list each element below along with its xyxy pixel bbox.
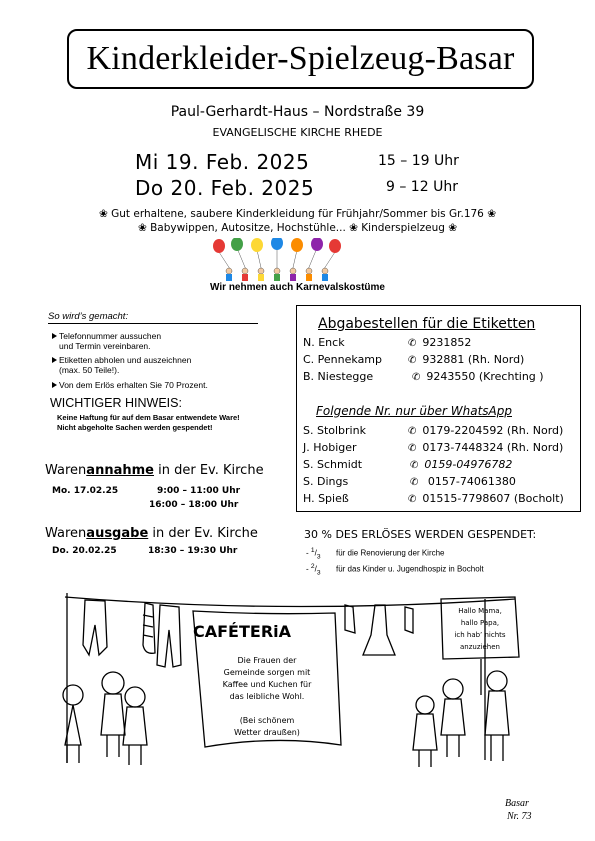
contacts-heading: Abgabestellen für die Etiketten bbox=[318, 316, 536, 332]
time-1: 15 – 19 Uhr bbox=[378, 153, 459, 169]
contact-name-1: N. Enck bbox=[303, 336, 345, 349]
donation-fraction-1-den: 3 bbox=[316, 553, 321, 561]
warning-heading: WICHTIGER HINWEIS: bbox=[50, 396, 182, 410]
contact-name-3: B. Niestegge bbox=[303, 370, 374, 383]
cafe-note-1: (Bei schönem bbox=[239, 716, 295, 725]
contact-phone-1 bbox=[408, 336, 471, 349]
whatsapp-phone-4-number: 0157-74061380 bbox=[424, 475, 516, 488]
costume-note: Wir nehmen auch Karnevalskostüme bbox=[210, 282, 385, 293]
howto-step-1 bbox=[52, 331, 161, 351]
whatsapp-heading: Folgende Nr. nur über WhatsApp bbox=[316, 404, 512, 418]
howto-step-2-line-2: (max. 50 Teile!). bbox=[59, 365, 120, 375]
intake-heading-emphasis: annahme bbox=[86, 463, 154, 478]
whatsapp-phone-5 bbox=[408, 492, 564, 505]
phone-icon: ✆ bbox=[408, 426, 417, 437]
intake-heading bbox=[45, 463, 264, 478]
bullet-triangle-icon bbox=[52, 357, 57, 363]
offer-line-1: ❀ Gut erhaltene, saubere Kinderkleidung für Frühjahr/Sommer bis Gr.176 ❀ bbox=[99, 208, 496, 220]
intake-heading-prefix: Waren bbox=[45, 463, 87, 478]
footer-line-1: Basar bbox=[505, 798, 529, 809]
donation-item-2-text: für das Kinder u. Jugendhospiz in Bocholt bbox=[336, 564, 484, 574]
contact-phone-1-number: 9231852 bbox=[422, 336, 472, 349]
donation-heading: 30 % DES ERLÖSES WERDEN GESPENDET: bbox=[304, 528, 537, 541]
contact-phone-3-number: 9243550 (Krechting ) bbox=[426, 370, 544, 383]
phone-icon: ✆ bbox=[410, 460, 419, 471]
offer-line-2: ❀ Babywippen, Autositze, Hochstühle... ❀ Kinderspielzeug ❀ bbox=[137, 222, 458, 234]
whatsapp-phone-4 bbox=[410, 475, 516, 488]
howto-step-3-line-1: Von dem Erlös erhalten Sie 70 Prozent. bbox=[59, 380, 208, 390]
warning-line-1: Keine Haftung für auf dem Basar entwendete Ware! bbox=[57, 413, 240, 422]
whatsapp-phone-3 bbox=[410, 458, 512, 471]
whatsapp-phone-5-number: 01515-7798607 (Bocholt) bbox=[422, 492, 564, 505]
whatsapp-name-5: H. Spieß bbox=[303, 492, 349, 505]
donation-item-2 bbox=[306, 563, 484, 576]
pickup-day: Do. 20.02.25 bbox=[52, 546, 117, 556]
donation-fraction-2: - $^2/_3$ bbox=[306, 563, 321, 577]
intake-heading-suffix: in der Ev. Kirche bbox=[153, 463, 264, 478]
cafe-line-4: das leibliche Wohl. bbox=[229, 692, 305, 701]
contact-name-2: C. Pennekamp bbox=[303, 353, 383, 366]
sign-line-1: Hallo Mama, bbox=[458, 607, 502, 615]
clothesline-cartoon bbox=[45, 585, 535, 785]
page-title: Kinderkleider-Spielzeug-Basar bbox=[86, 40, 515, 77]
pickup-heading bbox=[45, 526, 258, 541]
intake-day: Mo. 17.02.25 bbox=[52, 486, 119, 496]
howto-heading: So wird’s gemacht: bbox=[48, 311, 258, 324]
whatsapp-name-4: S. Dings bbox=[303, 475, 349, 488]
bullet-triangle-icon bbox=[52, 333, 57, 339]
howto-step-2 bbox=[52, 355, 191, 375]
balloons-illustration bbox=[207, 238, 347, 282]
warning-line-2: Nicht abgeholte Sachen werden gespendet! bbox=[57, 423, 213, 432]
organizer: EVANGELISCHE KIRCHE RHEDE bbox=[212, 126, 383, 139]
bullet-triangle-icon bbox=[52, 382, 57, 388]
donation-fraction-2-num: 2 bbox=[310, 563, 315, 570]
footer-line-2: Nr. 73 bbox=[507, 811, 532, 822]
donation-item-1 bbox=[306, 547, 445, 560]
whatsapp-phone-2-number: 0173-7448324 (Rh. Nord) bbox=[422, 441, 564, 454]
whatsapp-name-1: S. Stolbrink bbox=[303, 424, 366, 437]
date-2: Do 20. Feb. 2025 bbox=[135, 176, 315, 200]
whatsapp-phone-1 bbox=[408, 424, 563, 437]
intake-slot-2: 16:00 – 18:00 Uhr bbox=[149, 500, 239, 510]
pickup-heading-emphasis: ausgabe bbox=[86, 526, 149, 541]
donation-fraction-1: - $^1/_3$ bbox=[306, 547, 321, 561]
phone-icon: ✆ bbox=[408, 494, 417, 505]
contact-phone-3 bbox=[412, 370, 544, 383]
donation-item-1-text: für die Renovierung der Kirche bbox=[336, 548, 445, 558]
date-1: Mi 19. Feb. 2025 bbox=[135, 150, 310, 174]
whatsapp-phone-3-number: 0159-04976782 bbox=[424, 458, 513, 471]
howto-step-3 bbox=[52, 380, 208, 390]
time-2: 9 – 12 Uhr bbox=[386, 179, 458, 195]
pickup-slot-1: 18:30 – 19:30 Uhr bbox=[148, 546, 238, 556]
sign-line-3: ich hab’ nichts bbox=[454, 631, 506, 639]
phone-icon: ✆ bbox=[412, 372, 421, 383]
cafe-title: CAFÉTERiA bbox=[192, 622, 292, 641]
phone-icon: ✆ bbox=[410, 477, 419, 488]
whatsapp-name-3: S. Schmidt bbox=[303, 458, 363, 471]
cafe-line-2: Gemeinde sorgen mit bbox=[223, 668, 311, 677]
phone-icon: ✆ bbox=[408, 355, 417, 366]
title-box bbox=[67, 29, 534, 89]
howto-step-2-line-1: Etiketten abholen und auszeichnen bbox=[59, 355, 192, 365]
phone-icon: ✆ bbox=[408, 443, 417, 454]
cafe-line-1: Die Frauen der bbox=[237, 656, 297, 665]
whatsapp-name-2: J. Hobiger bbox=[303, 441, 357, 454]
howto-step-1-line-1: Telefonnummer aussuchen bbox=[59, 331, 162, 341]
venue: Paul-Gerhardt-Haus – Nordstraße 39 bbox=[170, 104, 425, 120]
howto-step-1-line-2: und Termin vereinbaren. bbox=[59, 341, 151, 351]
sign-line-4: anzuziehen bbox=[460, 643, 500, 651]
intake-slot-1: 9:00 – 11:00 Uhr bbox=[157, 486, 241, 496]
contact-phone-2 bbox=[408, 353, 524, 366]
pickup-heading-suffix: in der Ev. Kirche bbox=[148, 526, 258, 541]
whatsapp-phone-2 bbox=[408, 441, 563, 454]
sign-line-2: hallo Papa, bbox=[460, 619, 500, 627]
whatsapp-phone-1-number: 0179-2204592 (Rh. Nord) bbox=[422, 424, 564, 437]
cafe-note-2: Wetter draußen) bbox=[234, 728, 300, 737]
donation-fraction-1-num: 1 bbox=[310, 547, 315, 554]
contact-phone-2-number: 932881 (Rh. Nord) bbox=[422, 353, 525, 366]
pickup-heading-prefix: Waren bbox=[45, 526, 87, 541]
cafe-line-3: Kaffee und Kuchen für bbox=[222, 680, 312, 689]
donation-fraction-2-den: 3 bbox=[316, 569, 321, 577]
phone-icon: ✆ bbox=[408, 338, 417, 349]
